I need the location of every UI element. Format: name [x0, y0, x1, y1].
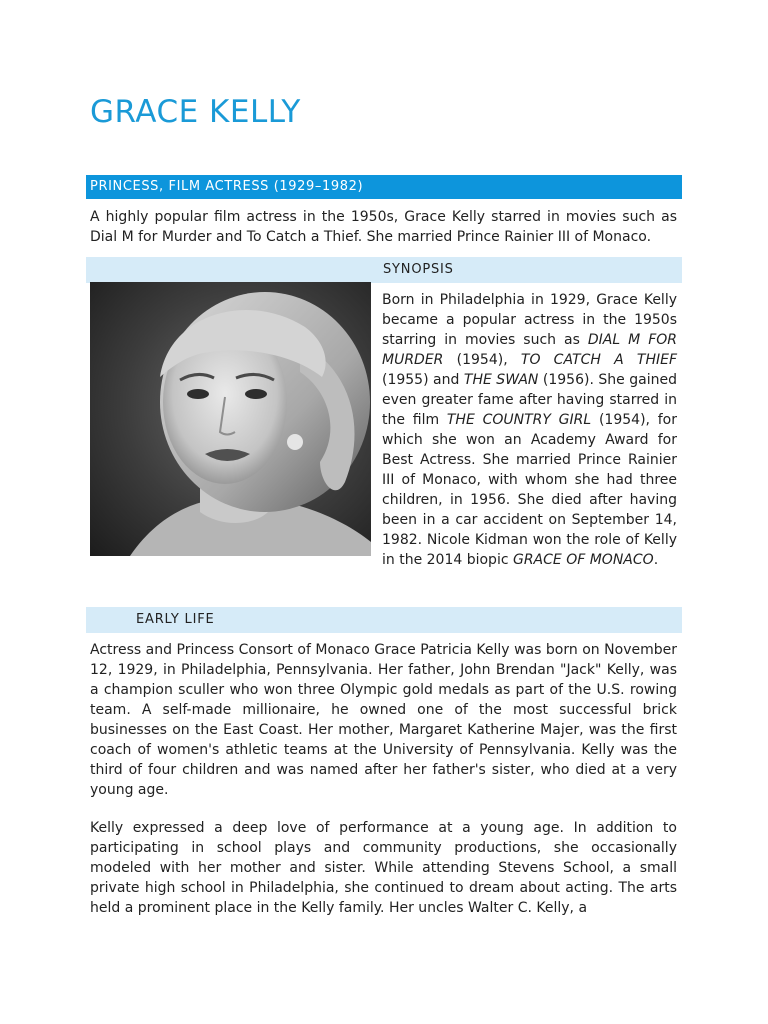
- page-title: GRACE KELLY: [90, 94, 301, 130]
- synopsis-text-part: (1956). She gained even greater fame after having starred in the film: [382, 372, 677, 428]
- early-life-heading: EARLY LIFE: [86, 607, 682, 633]
- early-life-paragraph-1: Actress and Princess Consort of Monaco Grace Patricia Kelly was born on November 12, 1929, in Philadelphia, Pennsylvania. Her father, John Brendan "Jack" Kelly, was a champion sculler who won three Olympic gold medals as part of the U.S. rowing team. A self-made millionaire, he owned one of the most successful brick businesses on the East Coast. Her mother, Margaret Katherine Majer, was the first coach of women's athletic teams at the University of Pennsylvania. Kelly was the third of four children and was named after her father's sister, who died at a very young age.: [90, 642, 677, 798]
- synopsis-text-part: (1955) and: [382, 372, 464, 388]
- subtitle-banner: PRINCESS, FILM ACTRESS (1929–1982): [86, 175, 682, 199]
- synopsis-text-part: (1954),: [443, 352, 521, 368]
- intro-paragraph: A highly popular film actress in the 1950s, Grace Kelly starred in movies such as Dial M for Murder and To Catch a Thief. She married Prince Rainier III of Monaco.: [90, 209, 677, 245]
- early-life-paragraph-2: Kelly expressed a deep love of performance at a young age. In addition to participating in school plays and community productions, she occasionally modeled with her mother and sister. While attending Stevens School, a small private high school in Philadelphia, she continued to dream about acting. The arts held a prominent place in the Kelly family. Her uncles Walter C. Kelly, a: [90, 820, 677, 916]
- film-title: DIAL M FOR MURDER: [382, 332, 677, 368]
- synopsis-paragraph: [90, 290, 677, 570]
- film-title: THE COUNTRY GIRL: [446, 412, 592, 428]
- synopsis-heading: SYNOPSIS: [86, 257, 682, 283]
- synopsis-text-part: .: [653, 552, 659, 568]
- film-title: TO CATCH A THIEF: [520, 352, 678, 368]
- synopsis-text-part: Born in Philadelphia in 1929, Grace Kelly became a popular actress in the 1950s starring in movies such as: [382, 292, 677, 348]
- synopsis-text-part: (1954), for which she won an Academy Award for Best Actress. She married Prince Rainier III of Monaco, with whom she had three children, in 1956. She died after having been in a car accident on September 14, 1982. Nicole Kidman won the role of Kelly in the 2014 biopic: [382, 412, 677, 568]
- film-title: THE SWAN: [463, 372, 539, 388]
- film-title: GRACE OF MONACO: [512, 552, 654, 568]
